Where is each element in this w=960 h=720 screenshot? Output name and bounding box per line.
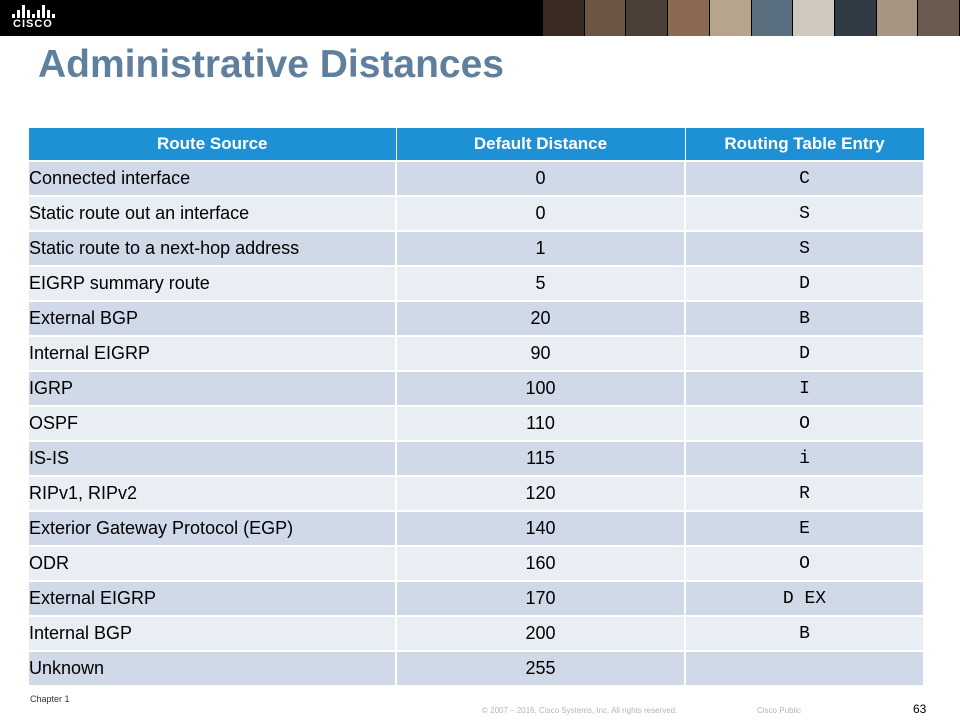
route-source-cell: Exterior Gateway Protocol (EGP) [29, 511, 396, 546]
header-photo [918, 0, 959, 36]
route-source-cell: Unknown [29, 651, 396, 685]
route-source-cell: EIGRP summary route [29, 266, 396, 301]
routing-table-entry-cell: O [685, 406, 924, 441]
route-source-cell: External EIGRP [29, 581, 396, 616]
table-row [29, 616, 924, 651]
cisco-bridge-icon [12, 4, 60, 18]
default-distance-cell: 115 [396, 441, 685, 476]
header-photo [877, 0, 918, 36]
administrative-distance-table [29, 128, 925, 685]
routing-table-entry-cell: S [685, 196, 924, 231]
header-photo [710, 0, 751, 36]
column-header-route-source: Route Source [29, 128, 396, 161]
route-source-cell: Connected interface [29, 161, 396, 196]
default-distance-cell: 120 [396, 476, 685, 511]
header-photo [835, 0, 876, 36]
header-photo [585, 0, 626, 36]
routing-table-entry-cell: E [685, 511, 924, 546]
table-row [29, 546, 924, 581]
default-distance-cell: 140 [396, 511, 685, 546]
table-row [29, 371, 924, 406]
routing-table-entry-cell: O [685, 546, 924, 581]
table-body [29, 161, 924, 685]
route-source-cell: OSPF [29, 406, 396, 441]
column-header-default-distance: Default Distance [396, 128, 685, 161]
table-row [29, 511, 924, 546]
route-source-cell: RIPv1, RIPv2 [29, 476, 396, 511]
default-distance-cell: 1 [396, 231, 685, 266]
default-distance-cell: 90 [396, 336, 685, 371]
page-number: 63 [913, 702, 927, 716]
copyright-notice: © 2007 – 2016, Cisco Systems, Inc. All rights reserved. [482, 706, 678, 715]
table-row [29, 406, 924, 441]
route-source-cell: IGRP [29, 371, 396, 406]
routing-table-entry-cell: R [685, 476, 924, 511]
route-source-cell: ODR [29, 546, 396, 581]
route-source-cell: External BGP [29, 301, 396, 336]
default-distance-cell: 5 [396, 266, 685, 301]
table-row [29, 581, 924, 616]
route-source-cell: Internal EIGRP [29, 336, 396, 371]
route-source-cell: Static route out an interface [29, 196, 396, 231]
table-row [29, 266, 924, 301]
routing-table-entry-cell: S [685, 231, 924, 266]
default-distance-cell: 110 [396, 406, 685, 441]
header-photo [668, 0, 709, 36]
route-source-cell: Static route to a next-hop address [29, 231, 396, 266]
table-row [29, 301, 924, 336]
table-row [29, 336, 924, 371]
table-row [29, 476, 924, 511]
routing-table-entry-cell: B [685, 616, 924, 651]
routing-table-entry-cell: B [685, 301, 924, 336]
route-source-cell: Internal BGP [29, 616, 396, 651]
cisco-logo-text: CISCO [13, 18, 53, 30]
default-distance-cell: 0 [396, 161, 685, 196]
table-header-row [29, 128, 924, 161]
page-title: Administrative Distances [38, 43, 505, 86]
table-row [29, 161, 924, 196]
default-distance-cell: 255 [396, 651, 685, 685]
classification-label: Cisco Public [757, 706, 802, 715]
top-banner [0, 0, 960, 36]
header-photo [752, 0, 793, 36]
routing-table-entry-cell: D EX [685, 581, 924, 616]
table-row [29, 196, 924, 231]
routing-table-entry-cell: i [685, 441, 924, 476]
header-photo-strip [543, 0, 960, 36]
routing-table-entry-cell: C [685, 161, 924, 196]
table-row [29, 441, 924, 476]
table-row [29, 231, 924, 266]
routing-table-entry-cell: D [685, 336, 924, 371]
default-distance-cell: 0 [396, 196, 685, 231]
default-distance-cell: 200 [396, 616, 685, 651]
default-distance-cell: 20 [396, 301, 685, 336]
column-header-routing-table-entry: Routing Table Entry [685, 128, 924, 161]
header-photo [793, 0, 834, 36]
route-source-cell: IS-IS [29, 441, 396, 476]
routing-table-entry-cell: I [685, 371, 924, 406]
cisco-logo [12, 4, 60, 32]
default-distance-cell: 100 [396, 371, 685, 406]
header-photo [626, 0, 667, 36]
table-row [29, 651, 924, 685]
chapter-label: Chapter 1 [30, 694, 70, 704]
default-distance-cell: 170 [396, 581, 685, 616]
routing-table-entry-cell: D [685, 266, 924, 301]
default-distance-cell: 160 [396, 546, 685, 581]
header-photo [543, 0, 584, 36]
routing-table-entry-cell [685, 651, 924, 685]
